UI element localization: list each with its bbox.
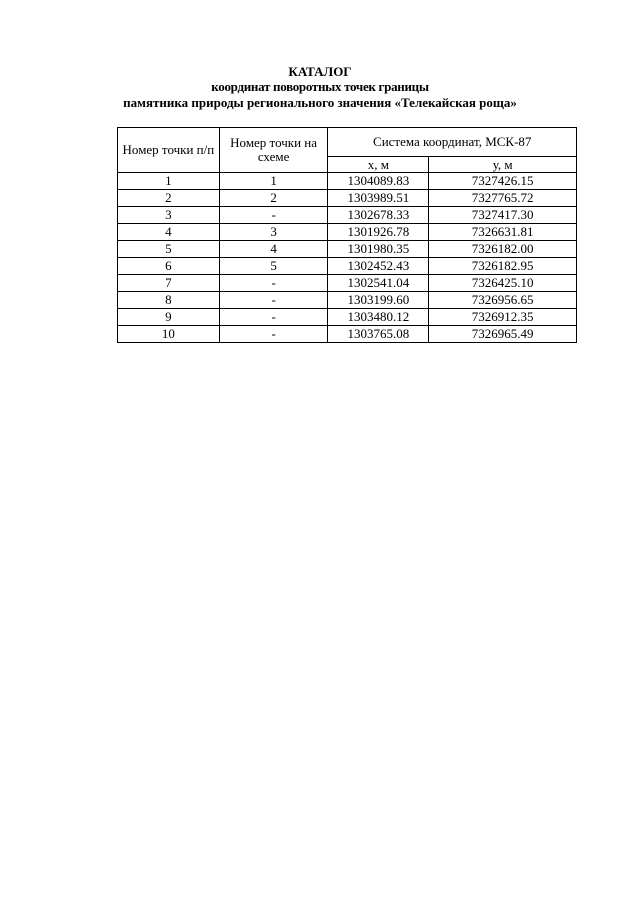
coordinates-table — [117, 127, 577, 343]
cell-point-number: 2 — [118, 190, 220, 207]
cell-point-number: 5 — [118, 241, 220, 258]
cell-y: 7326965.49 — [429, 326, 577, 343]
cell-y: 7326182.00 — [429, 241, 577, 258]
header-point-number: Номер точки п/п — [118, 128, 220, 173]
cell-x: 1303989.51 — [328, 190, 429, 207]
table-row — [118, 241, 577, 258]
cell-point-number: 8 — [118, 292, 220, 309]
table-row — [118, 326, 577, 343]
cell-y: 7326425.10 — [429, 275, 577, 292]
cell-scheme-number: 1 — [219, 173, 328, 190]
cell-scheme-number: - — [219, 326, 328, 343]
table-row — [118, 190, 577, 207]
cell-scheme-number: 2 — [219, 190, 328, 207]
cell-x: 1303199.60 — [328, 292, 429, 309]
table-row — [118, 173, 577, 190]
cell-point-number: 7 — [118, 275, 220, 292]
cell-scheme-number: 4 — [219, 241, 328, 258]
cell-x: 1302541.04 — [328, 275, 429, 292]
cell-point-number: 9 — [118, 309, 220, 326]
cell-point-number: 1 — [118, 173, 220, 190]
cell-y: 7326912.35 — [429, 309, 577, 326]
table-row — [118, 309, 577, 326]
header-coordinate-system: Система координат, МСК-87 — [328, 128, 577, 157]
cell-x: 1302678.33 — [328, 207, 429, 224]
cell-scheme-number: - — [219, 207, 328, 224]
cell-x: 1303765.08 — [328, 326, 429, 343]
table-row — [118, 292, 577, 309]
cell-x: 1304089.83 — [328, 173, 429, 190]
cell-scheme-number: - — [219, 292, 328, 309]
header-y: у, м — [429, 157, 577, 173]
cell-scheme-number: 3 — [219, 224, 328, 241]
cell-point-number: 3 — [118, 207, 220, 224]
header-x: х, м — [328, 157, 429, 173]
cell-x: 1301980.35 — [328, 241, 429, 258]
cell-x: 1303480.12 — [328, 309, 429, 326]
cell-y: 7327426.15 — [429, 173, 577, 190]
cell-x: 1301926.78 — [328, 224, 429, 241]
table-row — [118, 275, 577, 292]
header-scheme-number: Номер точки на схеме — [219, 128, 328, 173]
cell-point-number: 4 — [118, 224, 220, 241]
table-row — [118, 224, 577, 241]
catalog-subtitle: координат поворотных точек границы — [211, 79, 429, 94]
catalog-subtitle-object: памятника природы регионального значения «Телекайская роща» — [123, 95, 517, 110]
cell-point-number: 10 — [118, 326, 220, 343]
catalog-title: КАТАЛОГ — [288, 64, 352, 79]
cell-y: 7327417.30 — [429, 207, 577, 224]
cell-scheme-number: - — [219, 309, 328, 326]
cell-point-number: 6 — [118, 258, 220, 275]
cell-scheme-number: - — [219, 275, 328, 292]
cell-y: 7326631.81 — [429, 224, 577, 241]
cell-y: 7326956.65 — [429, 292, 577, 309]
cell-y: 7326182.95 — [429, 258, 577, 275]
cell-y: 7327765.72 — [429, 190, 577, 207]
cell-scheme-number: 5 — [219, 258, 328, 275]
table-row — [118, 258, 577, 275]
cell-x: 1302452.43 — [328, 258, 429, 275]
table-row — [118, 207, 577, 224]
